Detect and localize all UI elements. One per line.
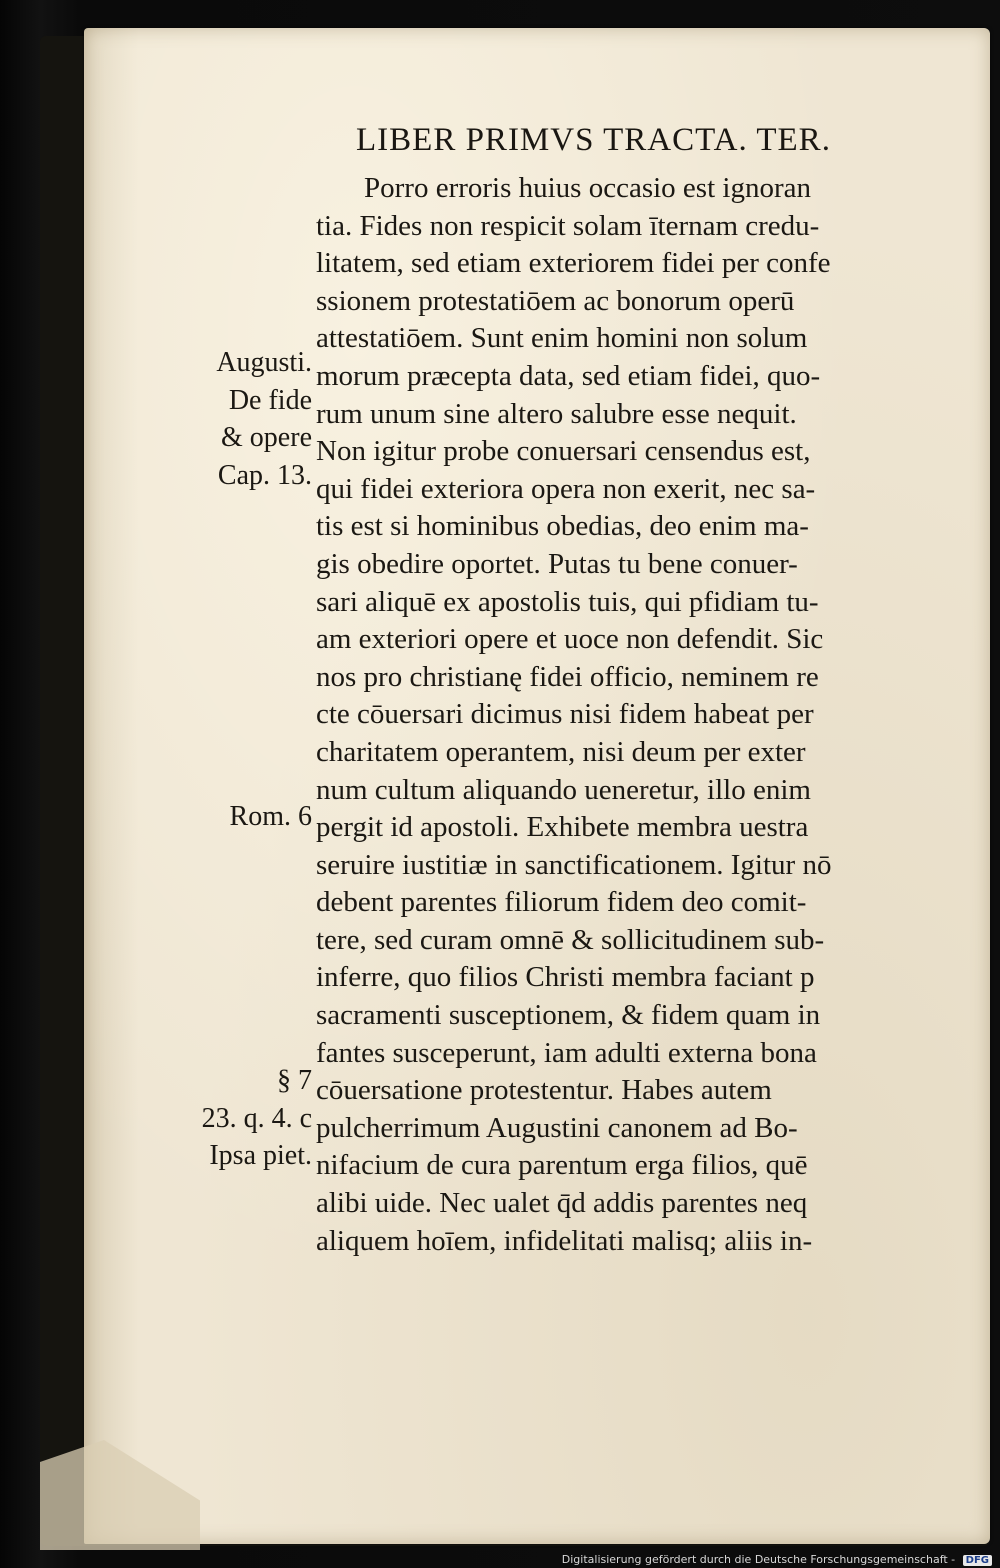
text-line: alibi uide. Nec ualet q̄d addis parentes neq <box>316 1187 808 1220</box>
text-line: Porro erroris huius occasio est ignoran <box>364 172 811 204</box>
margin-note-line: Rom. 6 <box>229 801 312 832</box>
margin-note-line: De fide <box>228 384 312 416</box>
text-line: qui fidei exteriora opera non exerit, nec sa- <box>316 472 816 505</box>
credit-text: Digitalisierung gefördert durch die Deutsche Forschungsgemeinschaft - <box>561 1553 956 1566</box>
text-line: am exteriori opere et uoce non defendit. Sic <box>316 623 824 656</box>
margin-note-line: Augusti. <box>216 347 312 378</box>
text-line: cte cōuersari dicimus nisi fidem habeat per <box>316 698 814 731</box>
text-line: sacramenti susceptionem, & fidem quam in <box>316 999 821 1032</box>
text-line: num cultum aliquando ueneretur, illo enim <box>316 773 811 806</box>
text-line: attestatiōem. Sunt enim homini non solum <box>316 322 808 355</box>
text-line: tis est si hominibus obedias, deo enim ma- <box>316 510 809 543</box>
text-line: nos pro christianę fidei officio, neminem re <box>316 660 819 693</box>
dfg-logo: DFG <box>963 1555 992 1566</box>
margin-note-line: 23. q. 4. c <box>201 1102 312 1134</box>
text-line: sari aliquē ex apostolis tuis, qui pfidiam tu- <box>316 585 819 618</box>
text-line: gis obedire oportet. Putas tu bene conuer- <box>316 547 798 580</box>
text-line: aliquem hoīem, infidelitati malisq; aliis in- <box>316 1224 813 1257</box>
text-line: tere, sed curam omnē & sollicitudinem sub- <box>316 923 825 956</box>
text-line: tia. Fides non respicit solam īternam credu- <box>316 209 820 242</box>
text-line: nifacium de cura parentum erga filios, quē <box>316 1149 808 1182</box>
margin-note-line: Ipsa piet. <box>209 1140 312 1172</box>
text-line: seruire iustitiæ in sanctificationem. Igitur nō <box>316 848 832 881</box>
margin-note-line: § 7 <box>277 1065 312 1096</box>
text-line: cōuersatione protestentur. Habes autem <box>316 1074 772 1107</box>
main-text-block <box>316 170 946 1260</box>
digitization-credit <box>562 1553 992 1566</box>
text-line: rum unum sine altero salubre esse nequit. <box>316 397 797 430</box>
text-line: pergit id apostoli. Exhibete membra uestra <box>316 811 809 844</box>
margin-note-line: & opere <box>221 422 312 454</box>
text-line: inferre, quo filios Christi membra faciant p <box>316 961 815 994</box>
margin-note-augustine <box>172 344 312 494</box>
text-line: morum præcepta data, sed etiam fidei, quo- <box>316 359 821 392</box>
text-line: fantes susceperunt, iam adulti externa bona <box>316 1036 817 1069</box>
text-line: debent parentes filiorum fidem deo comit- <box>316 886 807 919</box>
text-line: litatem, sed etiam exteriorem fidei per confe <box>316 247 831 280</box>
text-line: ssionem protestatiōem ac bonorum operū <box>316 284 795 317</box>
running-title: LIBER PRIMVS TRACTA. TER. <box>356 122 831 158</box>
margin-note-romans <box>172 798 312 836</box>
text-line: Non igitur probe conuersari censendus est, <box>316 435 811 468</box>
text-line: pulcherrimum Augustini canonem ad Bo- <box>316 1111 798 1144</box>
margin-note-line: Cap. 13. <box>217 459 312 491</box>
text-line: charitatem operantem, nisi deum per exter <box>316 735 806 768</box>
margin-note-section <box>172 1062 312 1175</box>
